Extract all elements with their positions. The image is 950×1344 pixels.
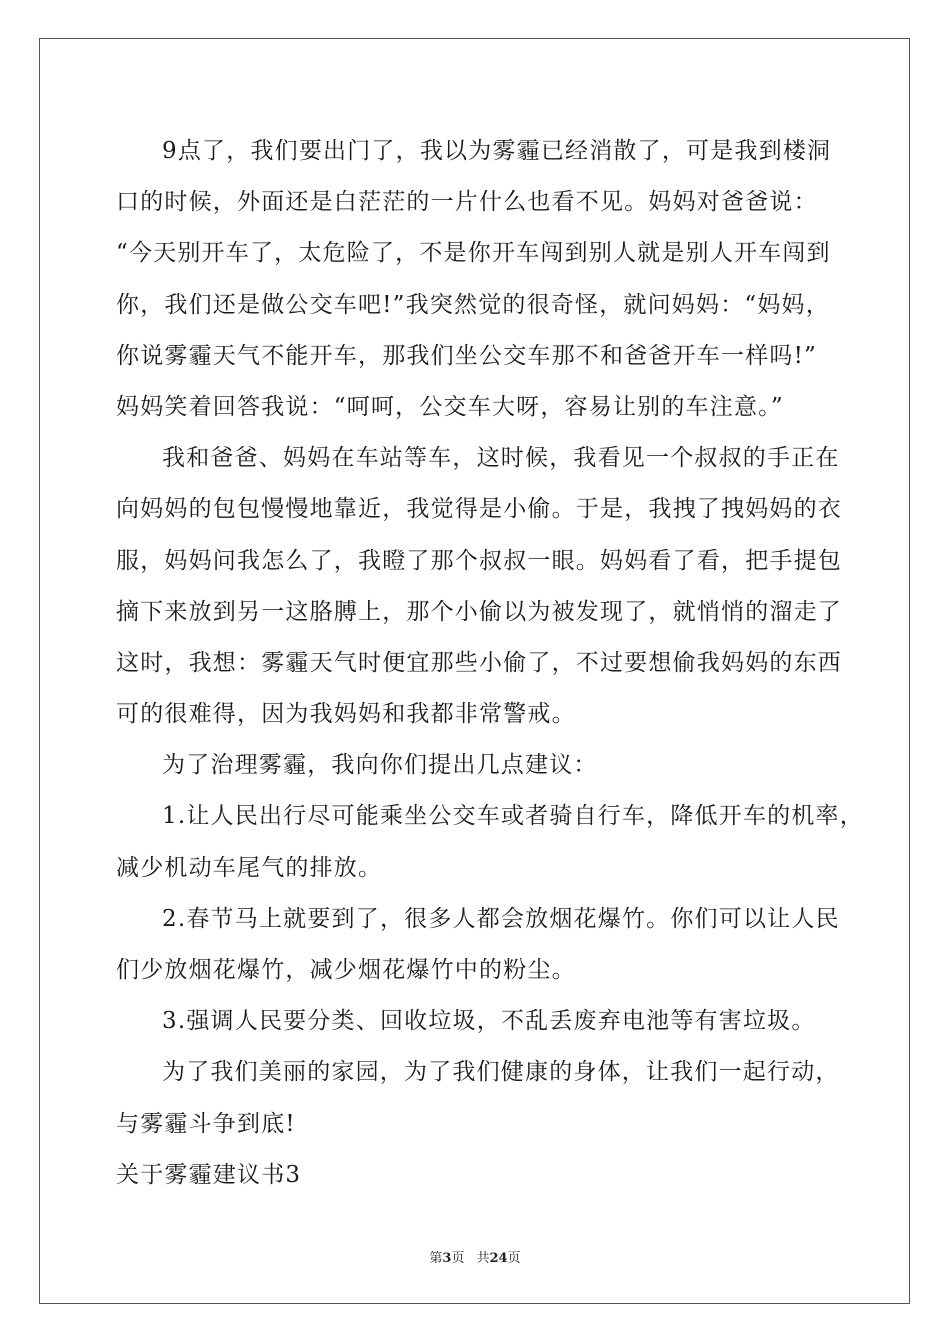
- paragraph-line: “今天别开车了，太危险了，不是你开车闯到别人就是别人开车闯到: [116, 240, 831, 267]
- total-prefix: 共: [476, 1251, 490, 1266]
- list-item-line: 们少放烟花爆竹，减少烟花爆竹中的粉尘。: [116, 957, 576, 983]
- paragraph-line: 服，妈妈问我怎么了，我瞪了那个叔叔一眼。妈妈看了看，把手提包: [116, 547, 842, 574]
- current-page-number: 3: [442, 1251, 452, 1266]
- paragraph-line: 9点了，我们要出门了，我以为雾霾已经消散了，可是我到楼洞: [162, 138, 832, 164]
- paragraph-line: 口的时候，外面还是白茫茫的一片什么也看不见。妈妈对爸爸说：: [116, 189, 818, 216]
- paragraph-line: 这时，我想：雾霾天气时便宜那些小偷了，不过要想偷我妈妈的东西: [116, 649, 842, 676]
- paragraph-line: 我和爸爸、妈妈在车站等车，这时候，我看见一个叔叔的手正在: [162, 445, 840, 472]
- section-heading: 关于雾霾建议书3: [116, 1161, 302, 1188]
- paragraph-line: 你说雾霾天气不能开车，那我们坐公交车那不和爸爸开车一样吗!”: [116, 342, 818, 369]
- total-page-count: 24: [489, 1251, 508, 1266]
- paragraph-line: 为了我们美丽的家园，为了我们健康的身体，让我们一起行动，: [162, 1059, 840, 1086]
- paragraph-line: 你，我们还是做公交车吧!”我突然觉的很奇怪，就问妈妈：“妈妈，: [116, 291, 830, 318]
- list-item-line: 减少机动车尾气的排放。: [116, 854, 383, 881]
- paragraph-line: 摘下来放到另一这胳膊上，那个小偷以为被发现了，就悄悄的溜走了: [116, 598, 842, 625]
- list-item-line: 2.春节马上就要到了，很多人都会放烟花爆竹。你们可以让人民: [162, 905, 840, 932]
- page-suffix: 页: [451, 1251, 465, 1266]
- paragraph-line: 与雾霾斗争到底!: [116, 1110, 296, 1137]
- list-item-line: 3.强调人民要分类、回收垃圾，不乱丢废弃电池等有害垃圾。: [162, 1008, 816, 1035]
- paragraph-line: 可的很难得，因为我妈妈和我都非常警戒。: [116, 701, 576, 728]
- paragraph-line: 为了治理雾霾，我向你们提出几点建议：: [162, 752, 598, 779]
- list-item-line: 1.让人民出行尽可能乘坐公交车或者骑自行车，降低开车的机率，: [162, 803, 864, 830]
- document-body: [116, 126, 864, 1201]
- paragraph-line: 向妈妈的包包慢慢地靠近，我觉得是小偷。于是，我拽了拽妈妈的衣: [116, 496, 842, 523]
- page-footer: [0, 1247, 950, 1266]
- page-prefix: 第: [429, 1251, 443, 1266]
- total-suffix: 页: [507, 1251, 521, 1266]
- paragraph-line: 妈妈笑着回答我说：“呵呵，公交车大呀，容易让别的车注意。”: [116, 393, 784, 420]
